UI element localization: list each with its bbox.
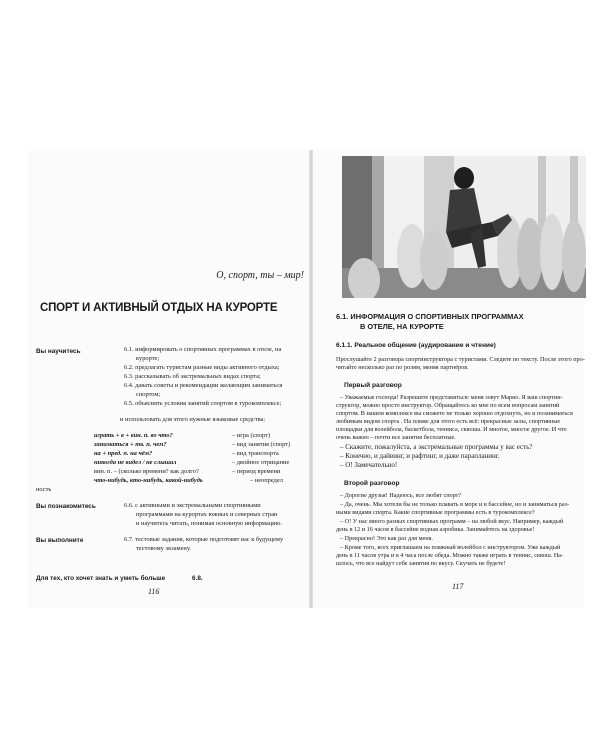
dialog-2-line: день в 11 часов утра и в 4 часа после обеда. Можно также играть в теннис, сквош. На-	[336, 552, 564, 559]
dialog-2-line: день в 12 и 16 часов в бассейне водная аэробика. Занимайтесь на здоровье!	[336, 526, 535, 533]
dialog-1-line: – О! Замечательно!	[340, 461, 398, 469]
meet-label: Вы познакомитесь	[36, 503, 96, 510]
dialog-2-line: – Да, очень. Мы хотели бы не только плавать в море и в бассейне, но и заниматься раз-	[340, 501, 570, 508]
do-line: тестовому экзамену.	[136, 545, 191, 552]
learn-item: 6.1. информировать о спортивных программах в отеле, на	[124, 346, 282, 353]
footer-ref: 6.8.	[192, 575, 203, 582]
page-number-left: 116	[148, 587, 160, 596]
footer-more: Для тех, кто хочет знать и уметь больше	[36, 575, 166, 582]
dialog-1-line: – Конечно, и дайвинг, и рафтинг, и даже парапланинг.	[340, 452, 500, 460]
chapter-title: СПОРТ И АКТИВНЫЙ ОТДЫХ НА КУРОРТЕ	[40, 302, 278, 314]
meet-line: программами на курортах южных и северных стран	[136, 511, 278, 518]
intro-line: читайте несколько раз по ролям, меняя партнёров.	[336, 364, 469, 371]
dialog-2-line: – Кроме того, всех приглашаем на пляжный волейбол с инструктором. Уже каждый	[340, 544, 561, 551]
section-heading-2: В ОТЕЛЕ, НА КУРОРТЕ	[360, 322, 444, 331]
dialog-1-title: Первый разговор	[344, 382, 402, 389]
language-means-intro: и использовать для этого нужные языковые средства:	[120, 416, 266, 423]
means-right: – двойное отрицание	[232, 459, 290, 466]
dialog-1-line: очень важно – почти все занятия бесплатные.	[336, 434, 456, 441]
dialog-2-line: – О! У нас много разных спортивных программ – на любой вкус. Например, каждый	[340, 518, 564, 525]
meet-line: 6.6. с активными и экстремальными спортивными	[124, 502, 261, 509]
meet-line: и научитесь читать, понимая основную информацию.	[136, 520, 282, 527]
means-left: заниматься + тв. п. чем?	[94, 441, 167, 448]
subsection-title: 6.1.1. Реальное общение (аудирование и чтение)	[336, 342, 496, 349]
means-right: – вид занятия (спорт)	[232, 441, 291, 448]
means-right: – вид транспорта	[232, 450, 279, 457]
dialog-2-line: ными видами спорта. Какие спортивные программы есть в турокомплексе?	[336, 509, 535, 516]
learn-label: Вы научитесь	[36, 348, 81, 355]
learn-item: 6.4. давать советы и рекомендации желающим заниматься	[124, 382, 283, 389]
learn-item: спортом;	[136, 391, 161, 398]
section-heading: 6.1. ИНФОРМАЦИЯ О СПОРТИВНЫХ ПРОГРАММАХ	[336, 312, 524, 321]
dialog-1-line: структор, можно просто инструктор. Обращайтесь ко мне по всем вопросам занятий	[336, 402, 560, 409]
means-left: на + пред. п. на чём?	[94, 450, 153, 457]
do-label: Вы выполните	[36, 537, 84, 544]
means-tail: ность	[36, 486, 52, 493]
learn-item: курорте;	[136, 355, 160, 362]
dialog-1-line: – Скажите, пожалуйста, а экстремальные программы у вас есть?	[340, 443, 533, 451]
athlete-photo	[342, 156, 586, 298]
right-page	[314, 150, 586, 608]
dialog-1-line: площадки для волейбола, баскетбола, тенниса, сквоша. И многое, многое другое. И что	[336, 426, 567, 433]
page-number-right: 117	[452, 582, 464, 591]
dialog-2-line: – Прекрасно! Это как раз для меня.	[340, 535, 433, 542]
learn-item: 6.2. предлагать туристам разные виды активного отдыха;	[124, 364, 280, 371]
dialog-2-line: шлось, что все найдут себе занятия по вкусу. Скучать не будете!	[336, 560, 506, 567]
chapter-motto: О, спорт, ты – мир!	[216, 270, 304, 281]
dialog-2-title: Второй разговор	[344, 480, 400, 487]
means-right: – игра (спорт)	[232, 432, 271, 439]
learn-item: 6.3. рассказывать об экстремальных видах спорта;	[124, 373, 261, 380]
means-right: – период времени	[232, 468, 281, 475]
book-gutter	[309, 150, 313, 608]
dialog-2-line: – Дорогие друзья! Надеюсь, все любят спорт?	[340, 492, 462, 499]
means-right: – неопредел	[250, 477, 283, 484]
dialog-1-line: любимым видом спорта . На пляже для этого есть всё: прекрасные залы, спортивные	[336, 418, 561, 425]
means-left: вин. п. – (сколько времени? как долго?	[94, 468, 199, 475]
means-left: играть + в + вин. п. во что?	[94, 432, 173, 439]
intro-line: Прослушайте 2 разговора спортинструктора с туристами. Следите по тексту. После этого про-	[336, 356, 585, 363]
learn-item: 6.5. объяснять условия занятий спортом в турокомплексе;	[124, 400, 282, 407]
means-left: что-нибудь, кто-нибудь, какой-нибудь	[94, 477, 203, 484]
do-line: 6.7. тестовые задания, которые подготовят вас к будущему	[124, 536, 284, 543]
left-page	[28, 150, 308, 608]
means-left: никогда не видел / не слышал	[94, 459, 177, 466]
dialog-1-line: спортом. В нашем комплексе вы сможете не только хорошо отдохнуть, но и позаниматься	[336, 410, 573, 417]
dialog-1-line: – Уважаемые господа! Разрешите представиться: меня зовут Марио. Я ваш спортин-	[340, 394, 563, 401]
book-spread	[28, 150, 584, 608]
